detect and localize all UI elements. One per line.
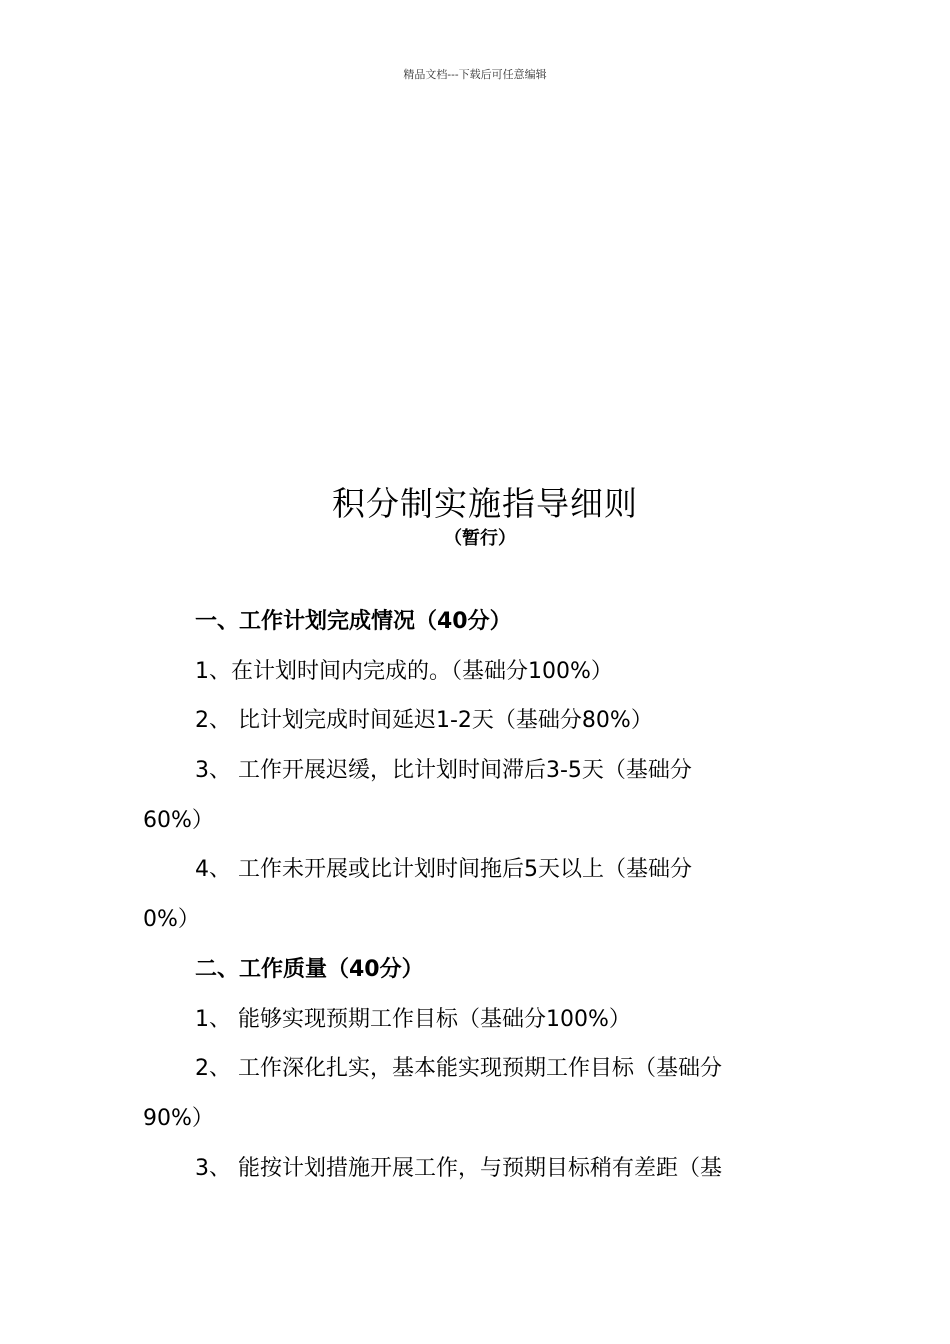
document-title: 积分制实施指导细则: [332, 484, 638, 523]
list-item: 4、 工作未开展或比计划时间拖后5天以上（基础分: [195, 857, 692, 882]
list-item: 1、在计划时间内完成的。（基础分100%）: [195, 659, 613, 684]
list-item-continuation: 90%）: [143, 1106, 214, 1131]
section-heading-work-quality: 二、工作质量（40分）: [195, 957, 424, 982]
list-item: 2、 工作深化扎实，基本能实现预期工作目标（基础分: [195, 1056, 722, 1081]
list-item: 1、 能够实现预期工作目标（基础分100%）: [195, 1007, 631, 1032]
document-subtitle: （暂行）: [444, 528, 516, 549]
list-item: 3、 能按计划措施开展工作，与预期目标稍有差距（基: [195, 1156, 722, 1181]
list-item-continuation: 0%）: [143, 907, 200, 932]
list-item: 2、 比计划完成时间延迟1-2天（基础分80%）: [195, 708, 653, 733]
section-heading-plan-completion: 一、工作计划完成情况（40分）: [195, 609, 512, 634]
list-item-continuation: 60%）: [143, 808, 214, 833]
list-item: 3、 工作开展迟缓，比计划时间滞后3-5天（基础分: [195, 758, 692, 783]
page-header-note: 精品文档---下载后可任意编辑: [403, 68, 547, 81]
